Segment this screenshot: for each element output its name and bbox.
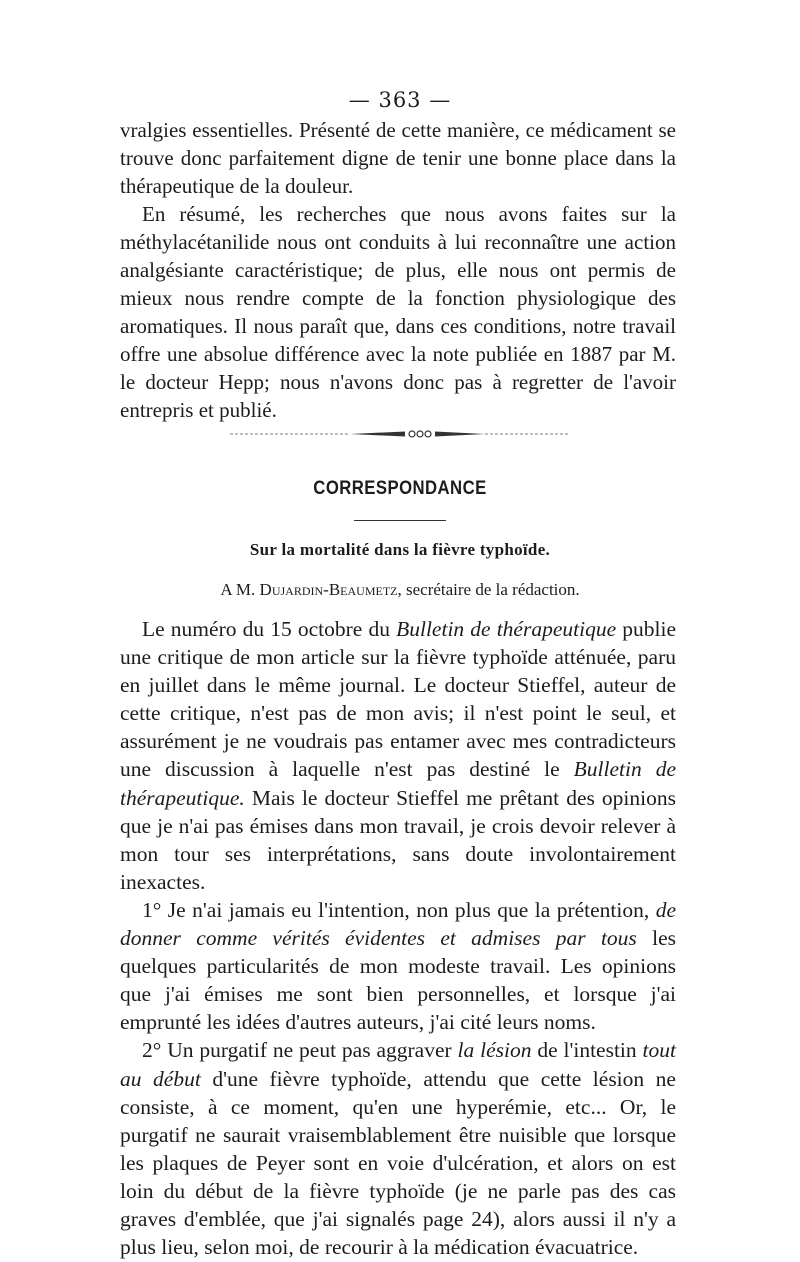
- paragraph: En résumé, les recherches que nous avons faites sur la méthylacétanilide nous ont conduits à lui reconnaître une action analgésiante caractéristique; de plus, elle nous ont permis de mieux nous rendre compte de la fonction physiologique des aromatiques. Il nous paraît que, dans ces conditions, notre travail offre une absolue différence avec la note publiée en 1887 par M. le docteur Hepp; nous n'avons donc pas à regretter de l'avoir entrepris et publié.: [120, 202, 676, 422]
- address-suffix: secrétaire de la rédaction.: [405, 580, 580, 599]
- letter-body: [120, 615, 676, 1261]
- journal-title: Bulletin de thérapeutique: [396, 617, 617, 641]
- text-run: d'une fièvre typhoïde, attendu que cette lésion ne consiste, à ce moment, qu'en une hyperémie, etc... Or, le purgatif ne saurait vraisemblablement être nuisible que lorsque les plaques de Peyer sont en voie d'ulcération, et alors on est loin du début de la fièvre typhoïde (je ne parle pas des cas graves d'emblée, que j'ai signalés page 24), alors aussi il n'y a plus lieu, selon moi, de recourir à la médication évacuatrice.: [120, 1066, 676, 1260]
- italic-phrase: de donner comme vérités évidentes et admises par tous: [120, 897, 676, 951]
- italic-phrase: la lésion: [457, 1038, 532, 1063]
- paragraph: [120, 896, 676, 1036]
- text-run: publie une critique de mon article sur la fièvre typhoïde atténuée, paru en juillet dans le même journal. Le docteur Stieffel, auteur de cette critique, n'est pas de mon avis; il n'est point le seul, et assurément je ne voudrais pas entamer avec mes contradicteurs une discussion à laquelle n'est pas destiné le: [120, 617, 676, 782]
- journal-title: Bulletin de thérapeutique.: [120, 757, 676, 810]
- paragraph: vralgies essentielles. Présenté de cette manière, ce médicament se trouve donc parfaitement digne de tenir une bonne place dans la thérapeutique de la douleur.: [120, 118, 676, 198]
- article-conclusion: [120, 116, 676, 424]
- letter-address: [0, 580, 800, 600]
- section-heading: CORRESPONDANCE: [313, 478, 487, 499]
- text-run: les quelques particularités de mon modeste travail. Les opinions que j'ai émises me sont bien personnelles, et lorsque j'ai emprunté les idées d'autres auteurs, j'ai cité leurs noms.: [120, 926, 676, 1035]
- address-prefix: A M.: [220, 580, 256, 599]
- text-run: 1° Je n'ai jamais eu l'intention, non plus que la prétention,: [142, 897, 656, 922]
- heading-rule: [354, 520, 446, 521]
- paragraph: [120, 615, 676, 896]
- ornamental-divider: [230, 428, 570, 440]
- italic-phrase: tout au début: [120, 1038, 676, 1091]
- text-run: Mais le docteur Stieffel me prêtant des opinions que je n'ai pas émises dans mon travail, je crois devoir relever à mon tour ses interprétations, sans doute involontairement inexactes.: [120, 785, 676, 894]
- text-run: Le numéro du 15 octobre du: [142, 617, 397, 641]
- paragraph: [120, 1036, 676, 1261]
- address-name: Dujardin-Beaumetz,: [259, 580, 402, 599]
- text-run: 2° Un purgatif ne peut pas aggraver: [142, 1038, 458, 1063]
- letter-title: Sur la mortalité dans la fièvre typhoïde.: [249, 540, 551, 559]
- page-number: — 363 —: [348, 88, 452, 112]
- text-run: de l'intestin: [531, 1038, 643, 1063]
